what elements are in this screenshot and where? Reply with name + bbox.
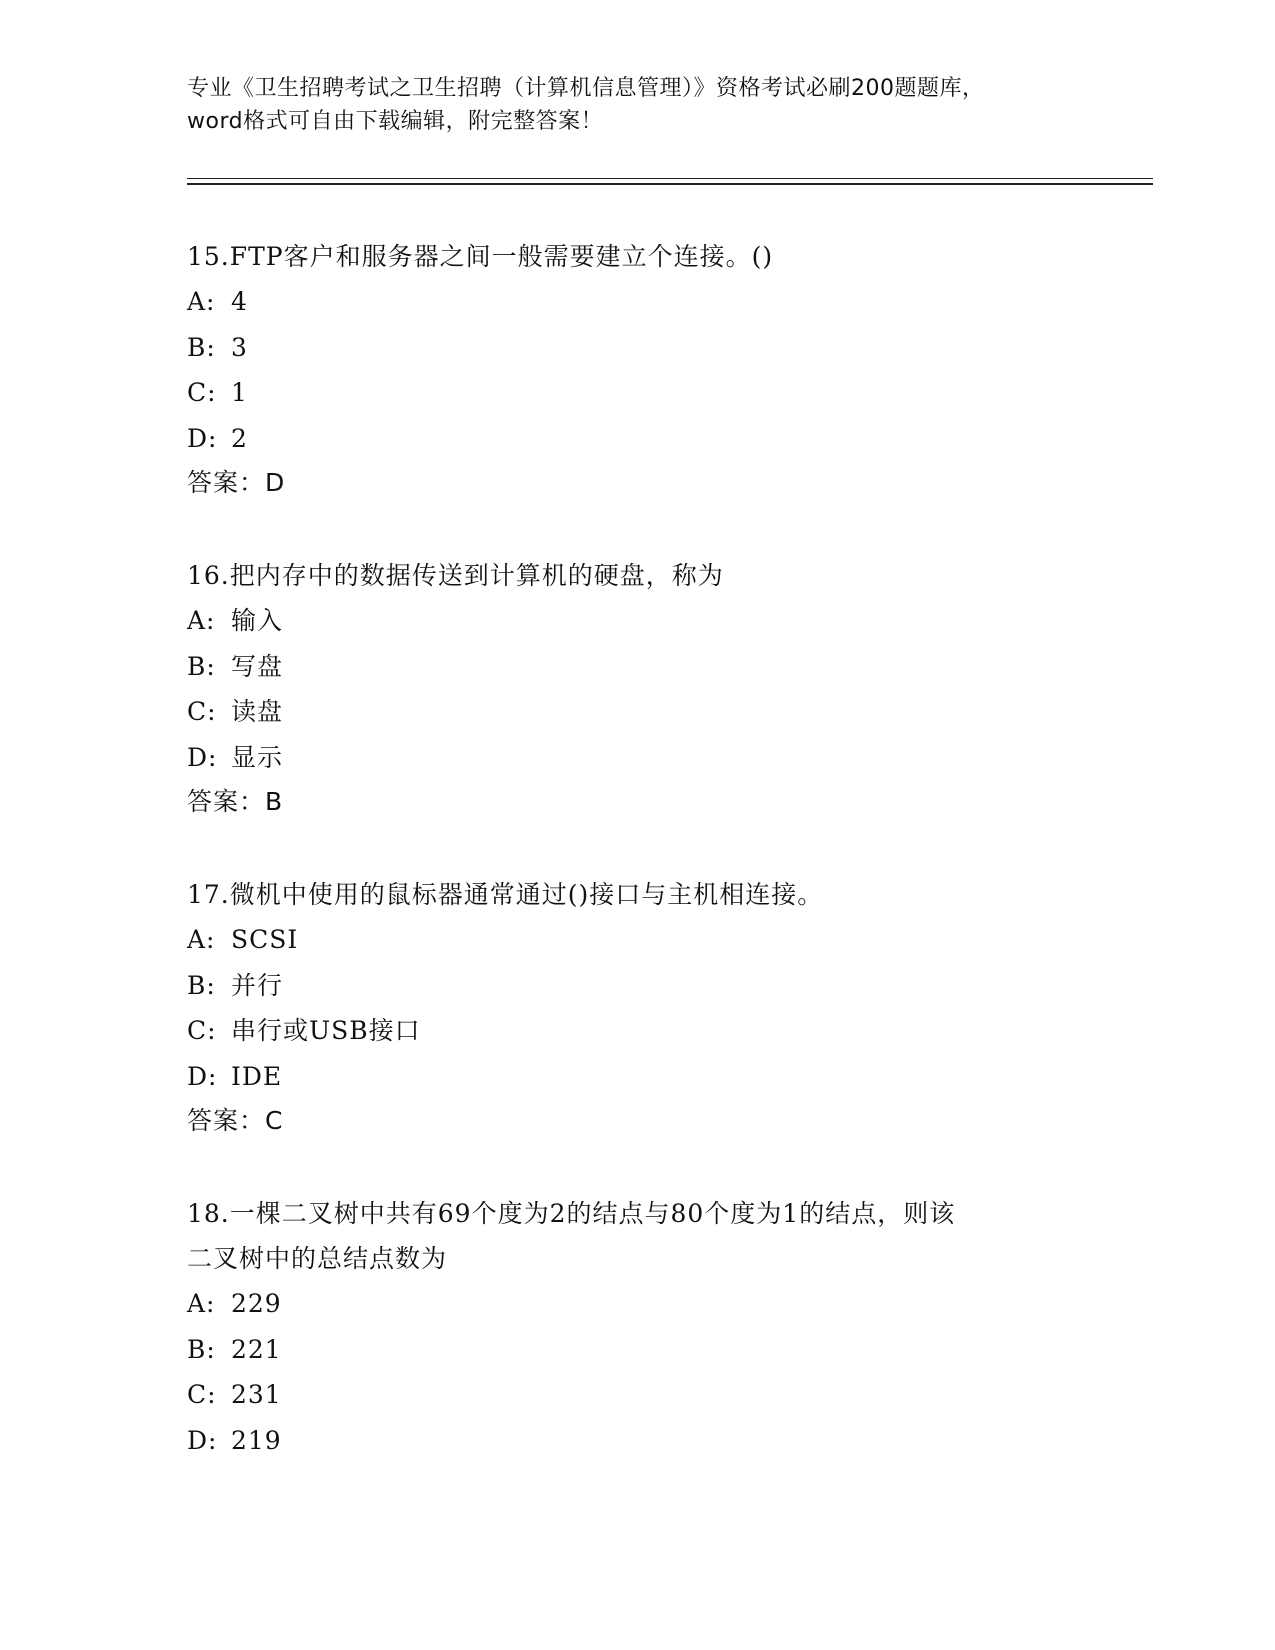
option-b xyxy=(187,644,1087,690)
option-key: C: xyxy=(187,697,217,726)
question-title-line-2: 二叉树中的总结点数为 xyxy=(187,1244,448,1273)
option-a xyxy=(187,598,1087,644)
option-text: 229 xyxy=(231,1289,282,1318)
option-key: B: xyxy=(187,332,216,362)
option-text: IDE xyxy=(231,1061,283,1091)
option-key: D: xyxy=(187,1061,218,1091)
option-text: 读盘 xyxy=(231,697,284,726)
header-divider-thick xyxy=(187,183,1153,185)
header-line-1: 专业《卫生招聘考试之卫生招聘（计算机信息管理）》资格考试必刷200题题库， xyxy=(187,76,985,101)
question-17 xyxy=(187,872,1087,1143)
option-b xyxy=(187,963,1087,1009)
option-d xyxy=(187,416,1087,462)
option-text: 1 xyxy=(231,378,248,407)
option-key: B: xyxy=(187,651,216,681)
option-text: 219 xyxy=(231,1425,282,1455)
question-15 xyxy=(187,234,1087,505)
option-key: D: xyxy=(187,423,218,453)
answer-line: 答案：C xyxy=(187,1106,284,1135)
header-divider-thin xyxy=(187,178,1153,179)
option-text: 3 xyxy=(231,332,248,362)
option-key: A: xyxy=(187,925,216,954)
option-text: 231 xyxy=(231,1380,282,1409)
option-text: 221 xyxy=(231,1334,282,1364)
option-key: A: xyxy=(187,606,216,635)
option-c xyxy=(187,689,1087,735)
question-title: 17.微机中使用的鼠标器通常通过()接口与主机相连接。 xyxy=(187,880,824,909)
question-title: 16.把内存中的数据传送到计算机的硬盘，称为 xyxy=(187,561,724,590)
question-title: 15.FTP客户和服务器之间一般需要建立个连接。() xyxy=(187,242,774,271)
option-a xyxy=(187,917,1087,963)
option-d xyxy=(187,1418,1087,1464)
question-18 xyxy=(187,1191,1087,1463)
option-c xyxy=(187,1372,1087,1418)
option-text: 写盘 xyxy=(231,651,284,681)
option-text: 2 xyxy=(231,423,248,453)
option-text: 并行 xyxy=(231,970,284,1000)
option-d xyxy=(187,735,1087,781)
option-key: D: xyxy=(187,1425,218,1455)
option-text: 串行或USB接口 xyxy=(231,1016,421,1045)
option-b xyxy=(187,325,1087,371)
option-text: 显示 xyxy=(231,742,284,772)
option-a xyxy=(187,1281,1087,1327)
option-key: C: xyxy=(187,1016,217,1045)
option-a xyxy=(187,279,1087,325)
option-text: 4 xyxy=(231,287,248,316)
option-text: SCSI xyxy=(231,925,299,954)
answer-line: 答案：D xyxy=(187,468,286,497)
option-key: A: xyxy=(187,287,216,316)
option-text: 输入 xyxy=(231,606,284,635)
question-16 xyxy=(187,553,1087,824)
option-key: D: xyxy=(187,742,218,772)
header-line-2: word格式可自由下载编辑，附完整答案！ xyxy=(187,109,604,134)
option-key: B: xyxy=(187,970,216,1000)
document-header xyxy=(187,72,1087,138)
option-key: C: xyxy=(187,1380,217,1409)
option-c xyxy=(187,370,1087,416)
question-title-line-1: 18.一棵二叉树中共有69个度为2的结点与80个度为1的结点，则该 xyxy=(187,1199,956,1228)
option-b xyxy=(187,1327,1087,1373)
option-key: B: xyxy=(187,1334,216,1364)
answer-line: 答案：B xyxy=(187,787,284,816)
option-d xyxy=(187,1054,1087,1100)
option-key: A: xyxy=(187,1289,216,1318)
option-c xyxy=(187,1008,1087,1054)
option-key: C: xyxy=(187,378,217,407)
